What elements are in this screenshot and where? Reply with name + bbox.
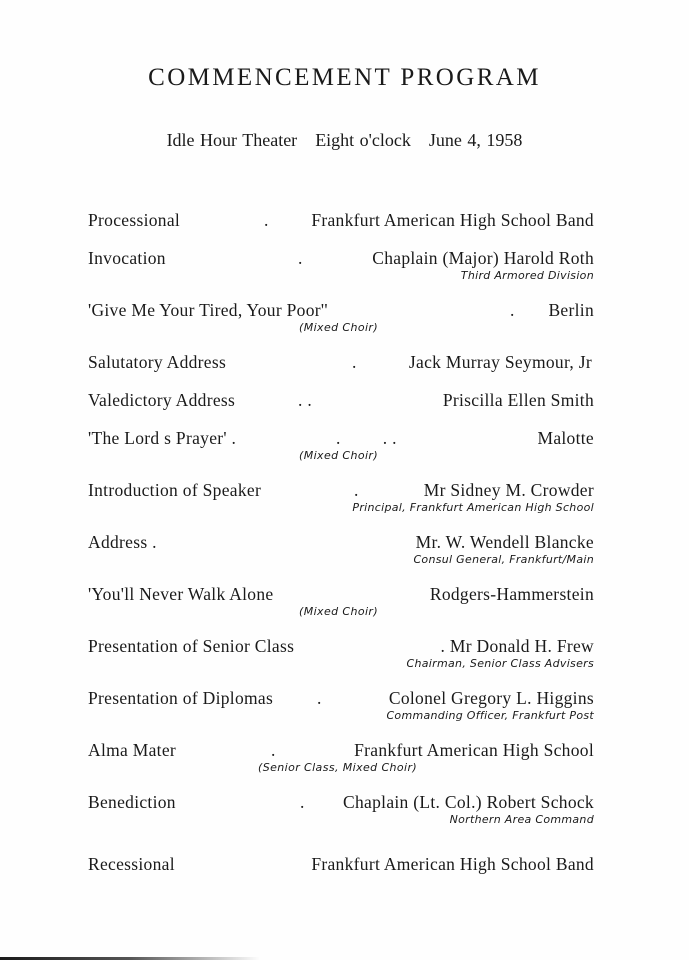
program-item-presentation-of-senior-class [88, 636, 594, 670]
program-performer: Mr Sidney M. Crowder [423, 480, 594, 500]
leader-dots: . [510, 300, 515, 320]
program-performer: . Mr Donald H. Frew [440, 636, 594, 656]
program-part: Recessional [88, 854, 175, 874]
program-performer: Priscilla Ellen Smith [442, 390, 594, 410]
program-item-address [88, 532, 594, 566]
venue: Idle Hour Theater [166, 130, 298, 150]
program-part: Address . [88, 532, 157, 552]
performer-title: Northern Area Command [449, 813, 594, 826]
program-performer: Chaplain (Lt. Col.) Robert Schock [343, 792, 594, 812]
program-performer: Colonel Gregory L. Higgins [388, 688, 594, 708]
leader-dots: . [300, 792, 305, 812]
program-item-salutatory-address [88, 352, 594, 374]
event-details [0, 130, 689, 151]
program-part: Benediction [88, 792, 176, 812]
program-performer: Berlin [548, 300, 594, 320]
leader-dots: . . . [336, 428, 397, 448]
program-item-alma-mater [88, 740, 594, 774]
performer-title: Chairman, Senior Class Advisers [406, 657, 594, 670]
program-performer: Chaplain (Major) Harold Roth [372, 248, 594, 268]
leader-dots: . . [298, 390, 313, 410]
program-part: Valedictory Address [88, 390, 236, 410]
program-part: Presentation of Senior Class [88, 636, 295, 656]
performer-title: Consul General, Frankfurt/Main [413, 553, 594, 566]
program-item-recessional [88, 854, 594, 876]
program-part: Presentation of Diplomas [88, 688, 274, 708]
performer-title: Commanding Officer, Frankfurt Post [386, 709, 594, 722]
program-performer: Rodgers-Hammerstein [429, 584, 594, 604]
program-item-valedictory-address [88, 390, 594, 412]
performer-note: (Senior Class, Mixed Choir) [258, 761, 418, 774]
date: June 4, 1958 [428, 130, 523, 150]
program-item-give-me-your-tired [88, 300, 594, 334]
program-item-lords-prayer [88, 428, 594, 462]
time: Eight o'clock [315, 130, 411, 150]
leader-dots: . [317, 688, 322, 708]
program-part: Invocation [88, 248, 166, 268]
leader-dots: . [298, 248, 303, 268]
performer-title: Third Armored Division [460, 269, 594, 282]
program-item-invocation [88, 248, 594, 282]
leader-dots: . [354, 480, 359, 500]
program-performer: Jack Murray Seymour, Jr [408, 352, 592, 372]
program-performer: Malotte [537, 428, 594, 448]
program-part: Introduction of Speaker [88, 480, 262, 500]
leader-dots: . [271, 740, 276, 760]
page-title: COMMENCEMENT PROGRAM [148, 64, 541, 91]
program-item-introduction-of-speaker [88, 480, 594, 514]
program-item-processional [88, 210, 594, 232]
program-performer: Frankfurt American High School Band [311, 854, 594, 874]
program-part: 'Give Me Your Tired, Your Poor'' [88, 300, 328, 320]
program-part: Salutatory Address [88, 352, 227, 372]
program-item-youll-never-walk-alone [88, 584, 594, 618]
program-part: Alma Mater [88, 740, 177, 760]
program-performer: Mr. W. Wendell Blancke [415, 532, 594, 552]
leader-dots: . [264, 210, 269, 230]
program-part: Processional [88, 210, 181, 230]
program-performer: Frankfurt American High School [354, 740, 594, 760]
program-item-presentation-of-diplomas [88, 688, 594, 722]
performer-title: Principal, Frankfurt American High School [352, 501, 594, 514]
performer-note: (Mixed Choir) [299, 449, 379, 462]
program-part: 'You'll Never Walk Alone [88, 584, 274, 604]
leader-dots: . [352, 352, 357, 372]
program-performer: Frankfurt American High School Band [311, 210, 594, 230]
program-part: 'The Lord s Prayer' . [88, 428, 237, 448]
performer-note: (Mixed Choir) [299, 321, 379, 334]
program-item-benediction [88, 792, 594, 826]
performer-note: (Mixed Choir) [299, 605, 379, 618]
